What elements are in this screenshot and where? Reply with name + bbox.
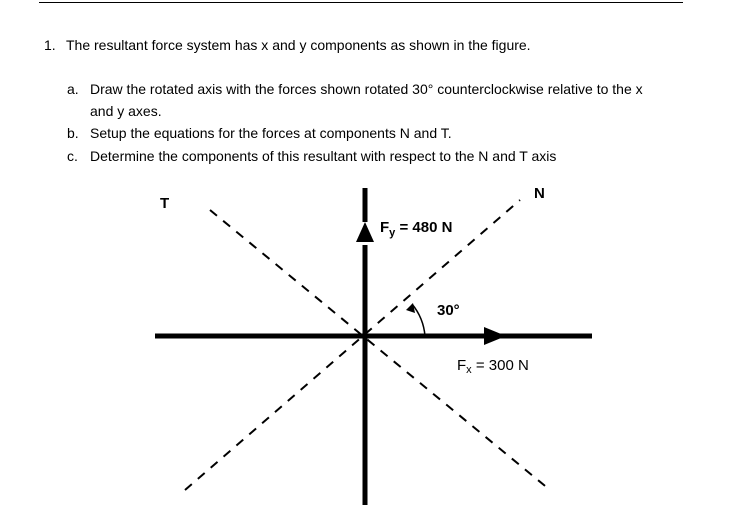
subquestion-a-line1: Draw the rotated axis with the forces shown rotated 30° counterclockwise relative to the x <box>90 81 643 97</box>
t-axis-label: T <box>160 195 170 212</box>
question-text: The resultant force system has x and y components as shown in the figure. <box>66 37 531 53</box>
fy-label: $F_y = 480$ N <box>380 219 453 239</box>
subquestion-a-letter: a. <box>67 81 79 97</box>
subquestion-c-text: Determine the components of this resultant with respect to the N and T axis <box>90 148 557 164</box>
n-axis-dashed-line <box>185 200 520 490</box>
fx-label: $F_x = 300$ N <box>457 357 529 376</box>
subquestion-b-text: Setup the equations for the forces at components N and T. <box>90 125 452 141</box>
subquestion-c-letter: c. <box>67 148 78 164</box>
subquestion-a-line2: and y axes. <box>90 103 162 119</box>
angle-label: 30° <box>437 302 460 319</box>
question-number: 1. <box>44 37 56 53</box>
fy-arrowhead <box>356 222 374 242</box>
subquestion-b-letter: b. <box>67 125 79 141</box>
n-axis-label: N <box>534 185 545 202</box>
t-axis-dashed-line <box>210 210 550 490</box>
angle-arc-arrowhead <box>406 303 415 313</box>
